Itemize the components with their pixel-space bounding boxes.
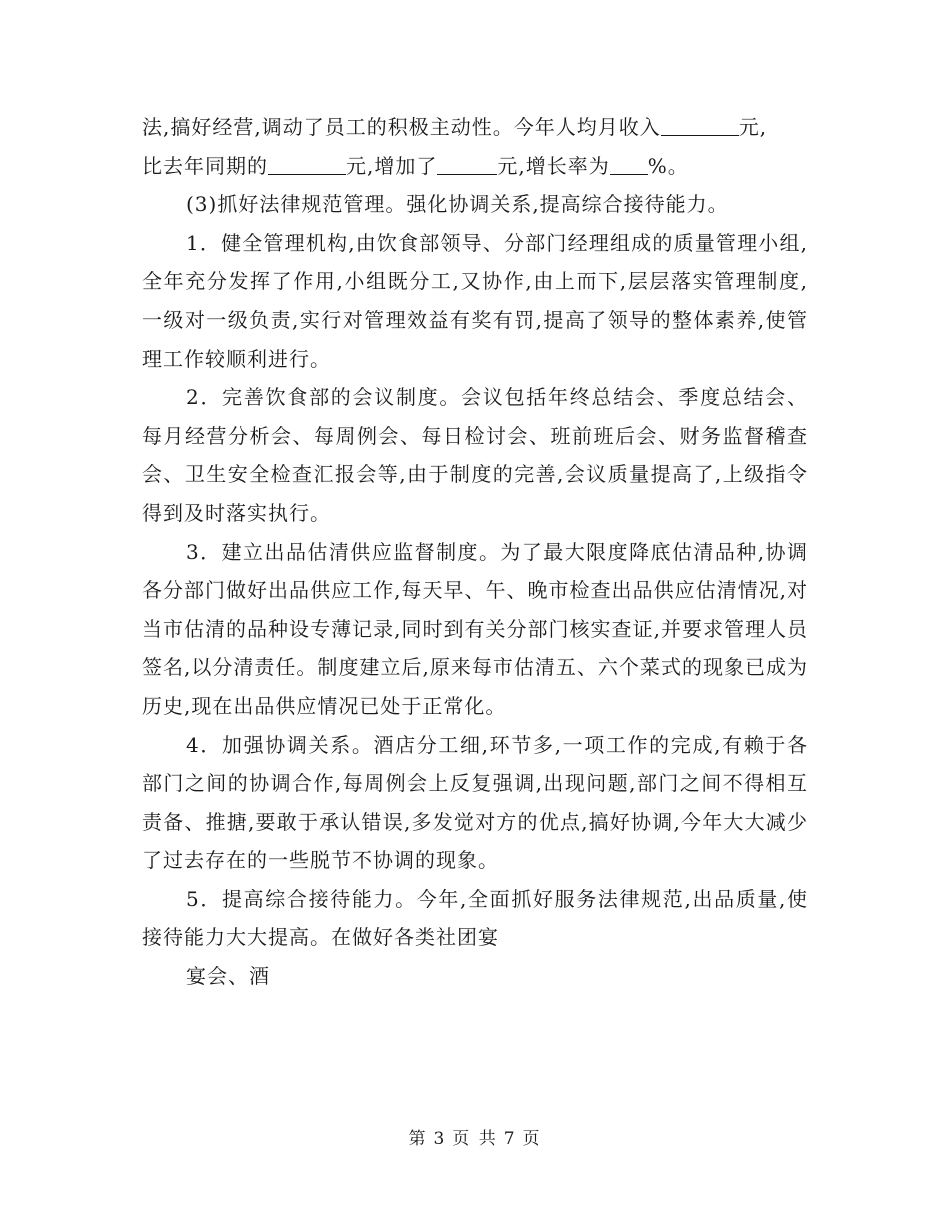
paragraph-meeting-system: 2．完善饮食部的会议制度。会议包括年终总结会、季度总结会、每月经营分析会、每周例会、每日检讨会、班前班后会、财务监督稽查会、卫生安全检查汇报会等,由于制度的完善,会议质量提高了,上级指令得到及时落实执行。: [142, 385, 808, 525]
footer-total-pages: 7: [503, 1129, 517, 1149]
section-heading-3: (3)抓好法律规范管理。强化协调关系,提高综合接待能力。: [186, 192, 729, 217]
document-body: [142, 108, 808, 996]
footer-suffix: 页: [522, 1129, 542, 1149]
income-text-6: %。: [647, 153, 689, 178]
fill-blank-increase: [437, 150, 497, 175]
paragraph-fragment: 宴会、酒: [186, 964, 270, 989]
income-text-2: 元,: [738, 115, 768, 139]
income-text-5: 元,增长率为: [497, 153, 610, 178]
income-text-4: 元,增加了: [346, 153, 438, 178]
footer-middle: 页 共: [452, 1129, 498, 1149]
paragraph-supply-supervision: 3．建立出品估清供应监督制度。为了最大限度降底估清品种,协调各分部门做好出品供应工作,每天早、午、晚市检查出品供应估清情况,对当市估清的品种设专薄记录,同时到有关分部门核实查证,并要求管理人员签名,以分清责任。制度建立后,原来每市估清五、六个菜式的现象已成为历史,现在出品供应情况已处于正常化。: [142, 539, 808, 718]
income-text-1: 法,搞好经营,调动了员工的积极主动性。今年人均月收入: [142, 115, 661, 139]
footer-prefix: 第: [408, 1129, 428, 1149]
fill-blank-last-year: [268, 150, 346, 175]
paragraph-management-body: 1．健全管理机构,由饮食部领导、分部门经理组成的质量管理小组,全年充分发挥了作用,小组既分工,又协作,由上而下,层层落实管理制度,一级对一级负责,实行对管理效益有奖有罚,提高了领导的整体素养,使管理工作较顺利进行。: [142, 230, 808, 371]
income-text-3: 比去年同期的: [142, 153, 268, 178]
page-footer: [0, 1124, 950, 1149]
fill-blank-growth-rate: [610, 150, 648, 175]
footer-current-page: 3: [433, 1129, 447, 1149]
paragraph-reception-capacity: 5．提高综合接待能力。今年,全面抓好服务法律规范,出品质量,使接待能力大大提高。在做好各类社团宴: [142, 886, 808, 950]
fill-blank-monthly-income: [661, 111, 739, 136]
paragraph-coordination: 4．加强协调关系。酒店分工细,环节多,一项工作的完成,有赖于各部门之间的协调合作,每周例会上反复强调,出现问题,部门之间不得相互责备、推搪,要敢于承认错误,多发觉对方的优点,搞好协调,今年大大减少了过去存在的一些脱节不协调的现象。: [142, 732, 808, 873]
paragraph-income: [142, 108, 808, 185]
